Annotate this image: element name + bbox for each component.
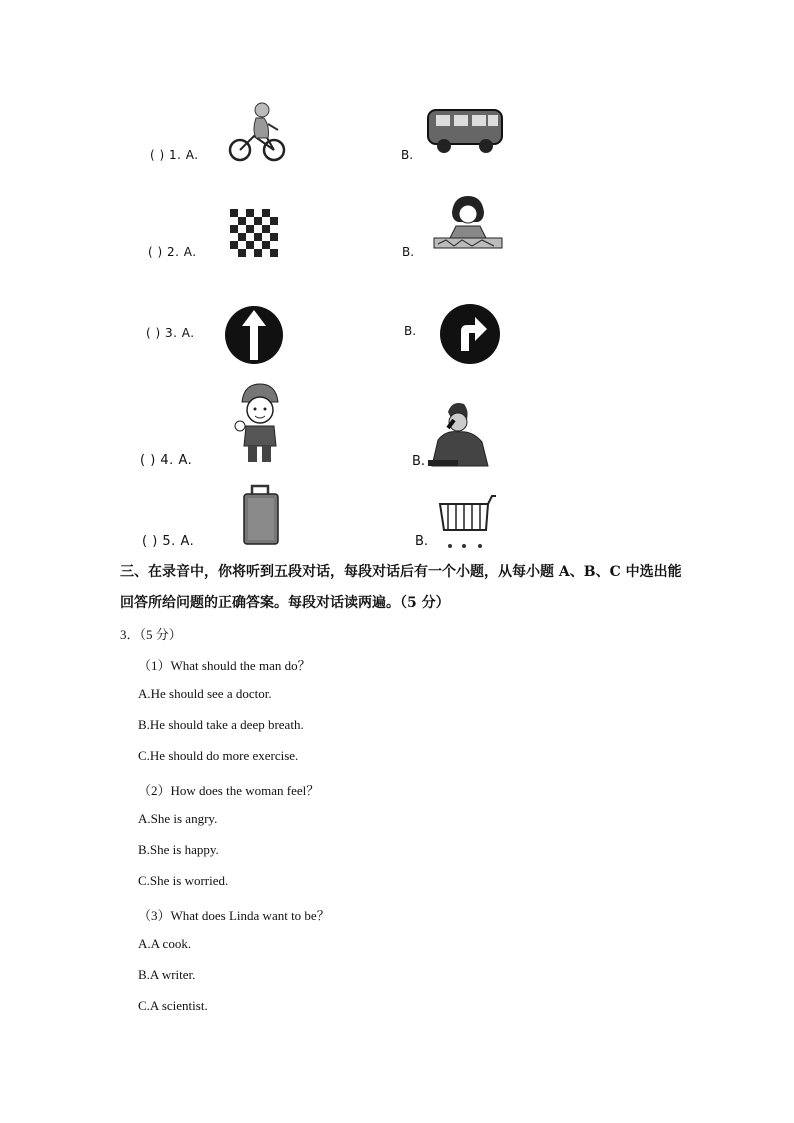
- subquestion-prompt: （1）What should the man do？: [138, 658, 311, 673]
- question-5-option-b: B.: [415, 534, 429, 549]
- answer-option: B.A writer.: [138, 967, 196, 982]
- question-1-option-b: B.: [401, 148, 414, 162]
- section-three-instruction-line-2: 回答所给问题的正确答案。每段对话读两遍。（5 分）: [120, 595, 450, 611]
- question-3-option-b: B.: [404, 324, 417, 338]
- answer-option: C.She is worried.: [138, 873, 229, 888]
- question-2-option-b: B.: [402, 245, 415, 259]
- section-three-instruction-line-1: 三、在录音中，你将听到五段对话，每段对话后有一个小题，从每小题 A、B、C 中选出能: [120, 564, 682, 580]
- answer-option: C.He should do more exercise.: [138, 748, 299, 763]
- crossword-grid-icon: [226, 203, 282, 258]
- question-3-label: ( ) 3. A.: [146, 326, 195, 340]
- worker-boy-icon: [232, 382, 286, 466]
- straight-arrow-sign-icon: [224, 304, 284, 366]
- girl-at-desk-icon: [432, 192, 504, 256]
- turn-right-sign-icon: [439, 303, 501, 365]
- answer-option: A.She is angry.: [138, 811, 218, 826]
- answer-option: C.A scientist.: [138, 998, 208, 1013]
- answer-option: A.He should see a doctor.: [138, 686, 272, 701]
- answer-option: A.A cook.: [138, 936, 192, 951]
- question-1-label: ( ) 1. A.: [150, 148, 199, 162]
- question-2-label: ( ) 2. A.: [148, 245, 197, 259]
- question-5-label: ( ) 5. A.: [142, 534, 195, 549]
- subquestion-prompt: （3）What does Linda want to be？: [138, 908, 330, 923]
- question-3-header: 3．（5 分）: [120, 627, 182, 642]
- subquestion-prompt: （2）How does the woman feel？: [138, 783, 320, 798]
- bus-icon: [424, 106, 506, 156]
- question-4-label: ( ) 4. A.: [140, 453, 193, 468]
- man-on-phone-icon: [428, 400, 494, 468]
- answer-option: B.She is happy.: [138, 842, 219, 857]
- suitcase-icon: [240, 484, 282, 546]
- shopping-cart-icon: [436, 494, 498, 550]
- question-4-option-b: B.: [412, 454, 426, 469]
- girl-on-bicycle-icon: [226, 100, 286, 162]
- answer-option: B.He should take a deep breath.: [138, 717, 304, 732]
